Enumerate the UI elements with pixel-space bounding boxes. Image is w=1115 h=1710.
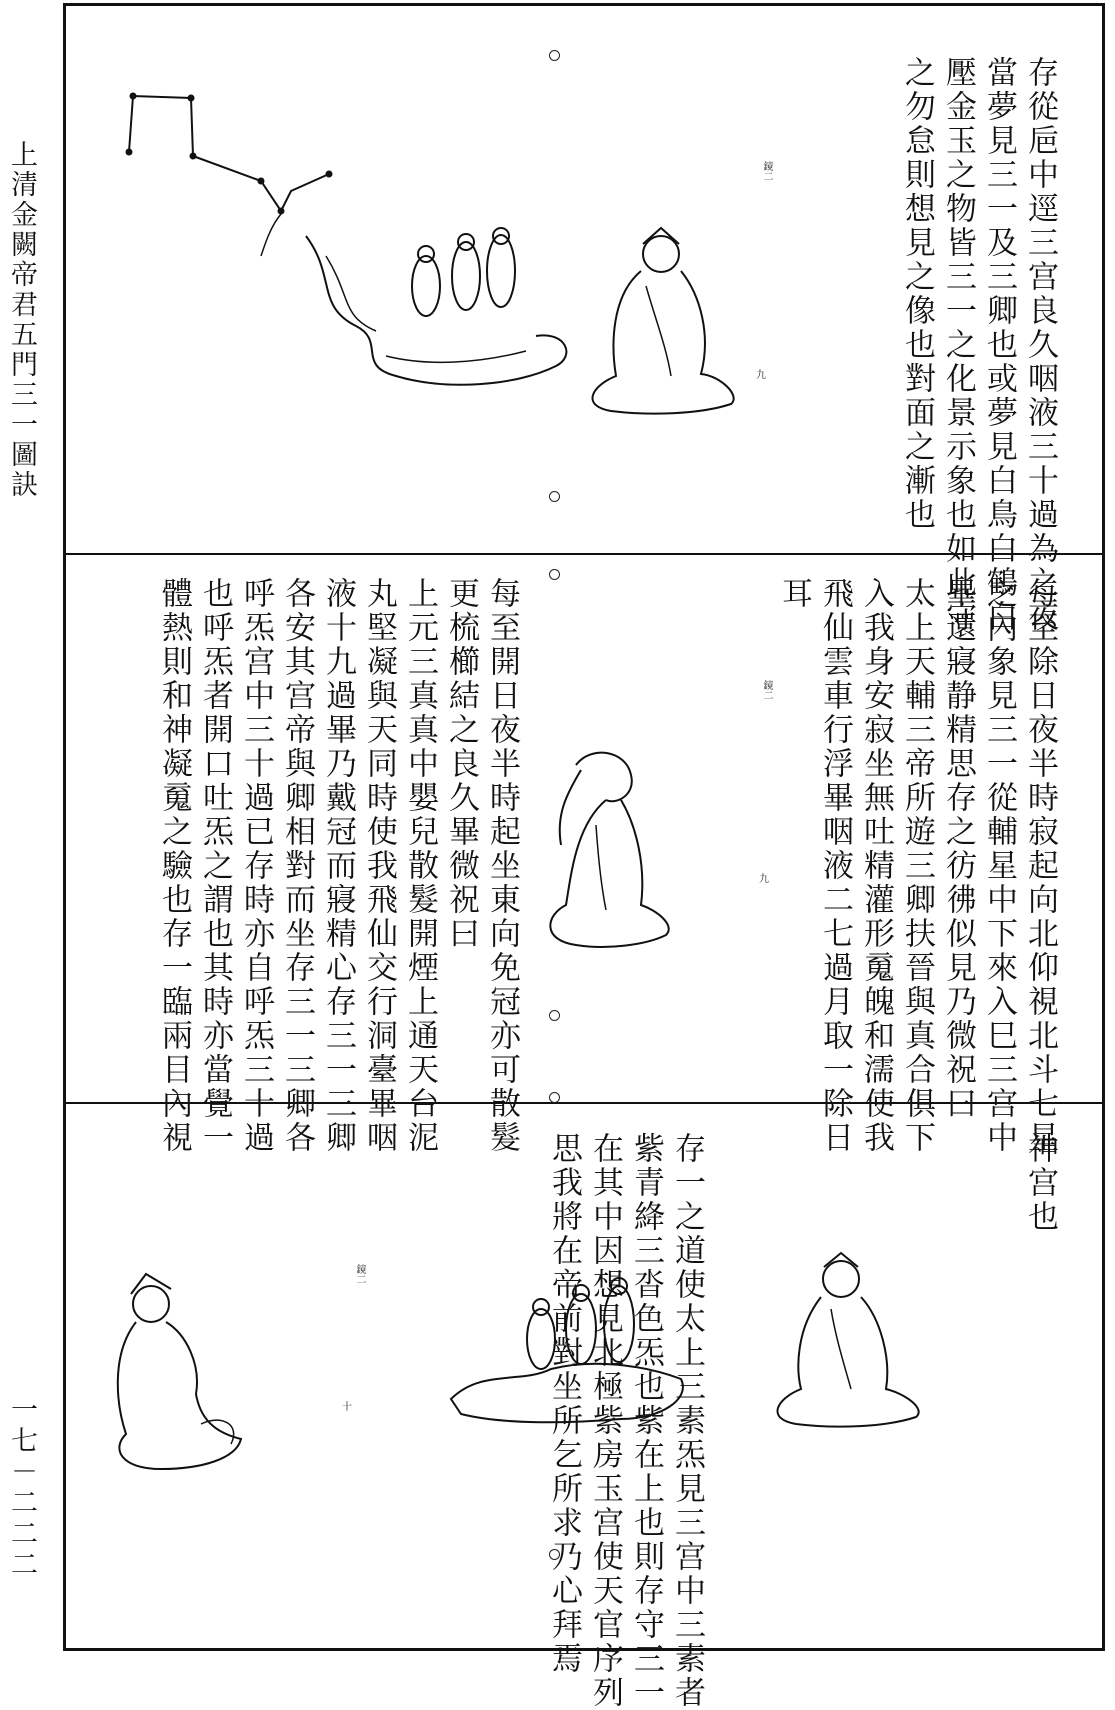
binding-hole [549, 1092, 560, 1103]
panel-1-text [896, 56, 1060, 634]
panel-3-heading-text [1019, 1132, 1060, 1234]
binding-hole [549, 1549, 560, 1560]
binding-hole [549, 50, 560, 61]
text-column: 存一之道使太上三素炁見三宫中三素者 [669, 1132, 705, 1710]
paragraph [1019, 1132, 1060, 1234]
seated-sage-illustration [756, 1249, 926, 1429]
page-frame [63, 3, 1105, 1710]
robed-sage-illustration [101, 1274, 251, 1474]
panel-2 [66, 555, 1102, 1155]
text-column: 飛仙雲車行浮畢咽液二七過月取一除日 [817, 577, 853, 1155]
binding-hole [549, 569, 560, 580]
figure-caption: 鏡二 [761, 680, 772, 700]
binding-hole [549, 1010, 560, 1021]
text-column: 入我身安寂坐無吐精灌形䰟魄和濡使我 [858, 577, 894, 1155]
text-column: 每至除日夜半時寂起向北仰視北斗七星 [1022, 577, 1058, 1155]
seated-sage-illustration [571, 226, 741, 416]
text-column: 更梳櫛結之良久畢微祝曰 [443, 577, 479, 951]
figure-number: 九 [756, 370, 766, 381]
panel-3 [66, 1104, 1102, 1710]
text-column: 紫青絳三沓色炁也紫在上也則存守三一 [628, 1132, 664, 1710]
text-column: 之勿怠則想見之像也對面之漸也 [899, 56, 935, 532]
text-column: 壓金玉之物皆三一之化景示象也如此守 [940, 56, 976, 634]
three-immortals-on-cloud-illustration [441, 1269, 691, 1429]
panel-2-text-left [153, 577, 522, 1155]
text-column: 呼炁宫中三十過已存時亦自呼炁三十過 [238, 577, 274, 1155]
text-column: 耳 [776, 577, 812, 611]
text-column: 丸堅凝與天同時使我飛仙交行洞臺畢咽 [361, 577, 397, 1155]
kneeling-figure-loose-hair-illustration [536, 745, 676, 955]
panel-2-text [773, 577, 1060, 1155]
figure-caption: 鏡二 [761, 161, 772, 181]
text-column: 體熱則和神凝䰟之驗也存一臨兩目內視 [156, 577, 192, 1155]
figure-number: 十 [342, 1402, 352, 1413]
binding-hole [549, 491, 560, 502]
text-column: 畢還寢静精思存之彷彿似見乃微祝曰 [940, 577, 976, 1121]
margin-page-number: 一七－二二二 [6, 1395, 37, 1581]
text-column: 之內象見三一從輔星中下來入巳三宫中 [981, 577, 1017, 1155]
paragraph [153, 577, 522, 1155]
text-column: 在其中因想見北極紫房玉宫使天官序列 [587, 1132, 623, 1710]
text-column: 神宫也 [1022, 1132, 1058, 1234]
text-column: 當夢見三一及三卿也或夢見白鳥白鶴白 [981, 56, 1017, 634]
text-column: 上元三真真中嬰兒散髮開煙上通天台泥 [402, 577, 438, 1155]
figure-number: 九 [759, 874, 769, 885]
margin-book-title: 上清金闕帝君五門三一圖訣 [6, 140, 37, 500]
text-column: 存從巵中逕三宫良久咽液三十過為之夜 [1022, 56, 1058, 634]
figure-caption: 鏡二 [354, 1264, 365, 1284]
text-column: 液十九過畢乃戴冠而寢精心存三一三卿 [320, 577, 356, 1155]
text-column: 也呼炁者開口吐炁之謂也其時亦當覺一 [197, 577, 233, 1155]
panel-1 [66, 6, 1102, 634]
paragraph [896, 56, 1060, 634]
text-column: 太上天輔三帝所遊三卿扶晉與真合俱下 [899, 577, 935, 1155]
immortals-on-cloud-illustration [296, 216, 586, 406]
text-column: 各安其宫帝與卿相對而坐存三一三卿各 [279, 577, 315, 1155]
paragraph [773, 577, 1060, 1155]
text-column: 每至開日夜半時起坐東向免冠亦可散髮 [484, 577, 520, 1155]
text-column: 思我將在帝前對坐所乞所求乃心拜焉 [546, 1132, 582, 1676]
